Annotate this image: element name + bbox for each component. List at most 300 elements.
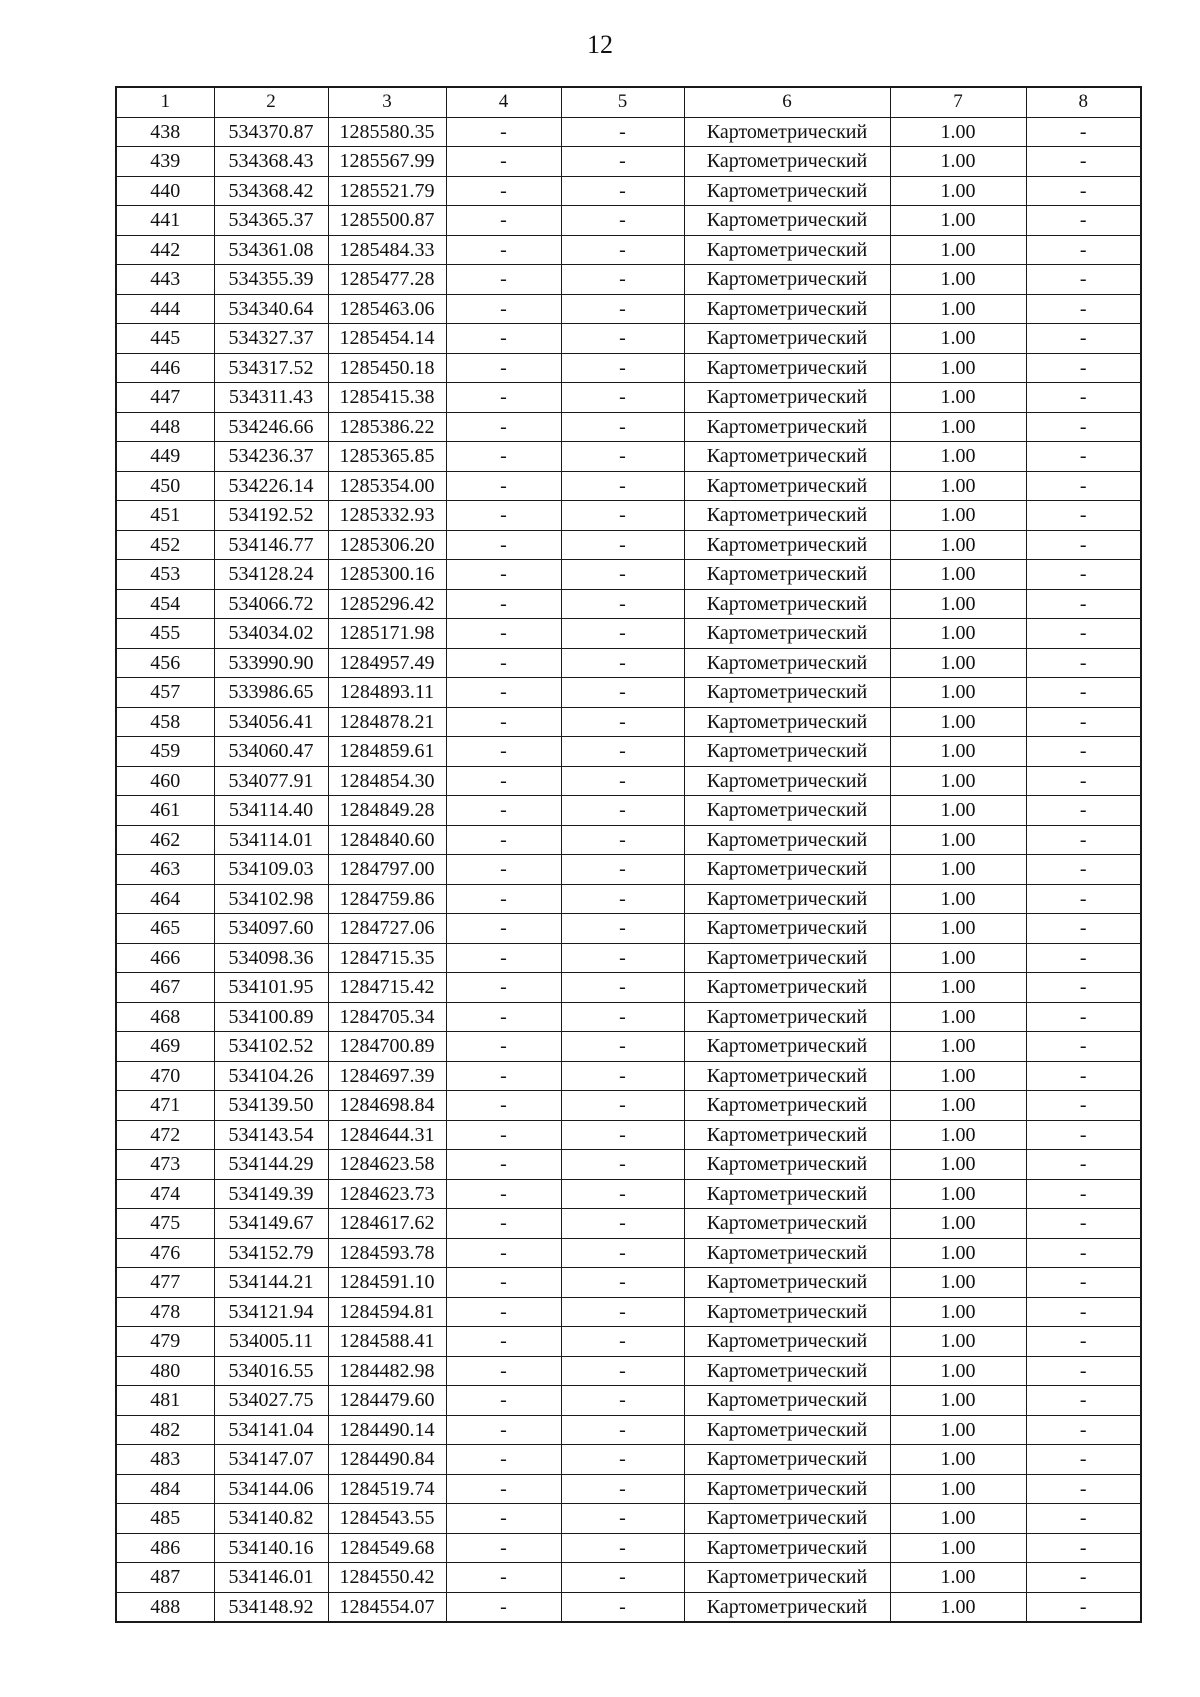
accuracy-cell: 1.00 [890, 1179, 1026, 1209]
x-coordinate-cell: 534368.43 [214, 147, 328, 177]
column-8-cell: - [1026, 766, 1141, 796]
table-row [116, 1268, 1141, 1298]
method-cell: Картометрический [684, 766, 890, 796]
accuracy-cell: 1.00 [890, 855, 1026, 885]
table-row [116, 206, 1141, 236]
accuracy-cell: 1.00 [890, 943, 1026, 973]
table-header-row [116, 87, 1141, 117]
method-cell: Картометрический [684, 383, 890, 413]
column-4-cell: - [446, 1238, 561, 1268]
point-number-cell: 466 [116, 943, 214, 973]
point-number-cell: 450 [116, 471, 214, 501]
table-row [116, 589, 1141, 619]
y-coordinate-cell: 1284623.73 [328, 1179, 446, 1209]
x-coordinate-cell: 534236.37 [214, 442, 328, 472]
column-4-cell: - [446, 235, 561, 265]
column-5-cell: - [561, 1327, 684, 1357]
column-5-cell: - [561, 678, 684, 708]
point-number-cell: 469 [116, 1032, 214, 1062]
table-row [116, 265, 1141, 295]
method-cell: Картометрический [684, 353, 890, 383]
column-5-cell: - [561, 619, 684, 649]
point-number-cell: 467 [116, 973, 214, 1003]
column-8-cell: - [1026, 1032, 1141, 1062]
point-number-cell: 475 [116, 1209, 214, 1239]
point-number-cell: 448 [116, 412, 214, 442]
y-coordinate-cell: 1284644.31 [328, 1120, 446, 1150]
x-coordinate-cell: 534361.08 [214, 235, 328, 265]
x-coordinate-cell: 534101.95 [214, 973, 328, 1003]
column-5-cell: - [561, 530, 684, 560]
column-5-cell: - [561, 943, 684, 973]
table-row [116, 530, 1141, 560]
column-4-cell: - [446, 1120, 561, 1150]
table-row [116, 1356, 1141, 1386]
column-8-cell: - [1026, 589, 1141, 619]
column-8-cell: - [1026, 943, 1141, 973]
table-row [116, 1386, 1141, 1416]
column-8-cell: - [1026, 973, 1141, 1003]
method-cell: Картометрический [684, 589, 890, 619]
x-coordinate-cell: 534097.60 [214, 914, 328, 944]
column-header: 7 [890, 87, 1026, 117]
y-coordinate-cell: 1285484.33 [328, 235, 446, 265]
table-row [116, 412, 1141, 442]
x-coordinate-cell: 534027.75 [214, 1386, 328, 1416]
y-coordinate-cell: 1285500.87 [328, 206, 446, 236]
table-row [116, 1592, 1141, 1622]
column-8-cell: - [1026, 353, 1141, 383]
table-row [116, 914, 1141, 944]
method-cell: Картометрический [684, 1563, 890, 1593]
table-row [116, 1504, 1141, 1534]
accuracy-cell: 1.00 [890, 1209, 1026, 1239]
x-coordinate-cell: 534192.52 [214, 501, 328, 531]
x-coordinate-cell: 534077.91 [214, 766, 328, 796]
method-cell: Картометрический [684, 1120, 890, 1150]
y-coordinate-cell: 1285477.28 [328, 265, 446, 295]
x-coordinate-cell: 534149.67 [214, 1209, 328, 1239]
column-5-cell: - [561, 383, 684, 413]
accuracy-cell: 1.00 [890, 117, 1026, 147]
column-4-cell: - [446, 1504, 561, 1534]
method-cell: Картометрический [684, 1032, 890, 1062]
y-coordinate-cell: 1284854.30 [328, 766, 446, 796]
column-5-cell: - [561, 1445, 684, 1475]
column-4-cell: - [446, 117, 561, 147]
y-coordinate-cell: 1284759.86 [328, 884, 446, 914]
column-4-cell: - [446, 1327, 561, 1357]
point-number-cell: 460 [116, 766, 214, 796]
column-8-cell: - [1026, 471, 1141, 501]
method-cell: Картометрический [684, 206, 890, 236]
column-8-cell: - [1026, 412, 1141, 442]
x-coordinate-cell: 534311.43 [214, 383, 328, 413]
y-coordinate-cell: 1284623.58 [328, 1150, 446, 1180]
x-coordinate-cell: 534146.77 [214, 530, 328, 560]
table-row [116, 1533, 1141, 1563]
point-number-cell: 470 [116, 1061, 214, 1091]
point-number-cell: 468 [116, 1002, 214, 1032]
column-8-cell: - [1026, 678, 1141, 708]
accuracy-cell: 1.00 [890, 383, 1026, 413]
accuracy-cell: 1.00 [890, 884, 1026, 914]
column-5-cell: - [561, 973, 684, 1003]
column-4-cell: - [446, 501, 561, 531]
column-5-cell: - [561, 1533, 684, 1563]
column-5-cell: - [561, 737, 684, 767]
point-number-cell: 442 [116, 235, 214, 265]
point-number-cell: 485 [116, 1504, 214, 1534]
column-8-cell: - [1026, 324, 1141, 354]
table-row [116, 1091, 1141, 1121]
column-header: 6 [684, 87, 890, 117]
point-number-cell: 452 [116, 530, 214, 560]
accuracy-cell: 1.00 [890, 471, 1026, 501]
accuracy-cell: 1.00 [890, 1415, 1026, 1445]
point-number-cell: 483 [116, 1445, 214, 1475]
y-coordinate-cell: 1284697.39 [328, 1061, 446, 1091]
column-8-cell: - [1026, 442, 1141, 472]
column-8-cell: - [1026, 1592, 1141, 1622]
column-4-cell: - [446, 737, 561, 767]
accuracy-cell: 1.00 [890, 766, 1026, 796]
column-8-cell: - [1026, 1002, 1141, 1032]
table-row [116, 648, 1141, 678]
column-5-cell: - [561, 294, 684, 324]
column-5-cell: - [561, 914, 684, 944]
column-4-cell: - [446, 383, 561, 413]
column-5-cell: - [561, 1209, 684, 1239]
column-5-cell: - [561, 147, 684, 177]
y-coordinate-cell: 1285580.35 [328, 117, 446, 147]
table-row [116, 1415, 1141, 1445]
y-coordinate-cell: 1284490.84 [328, 1445, 446, 1475]
x-coordinate-cell: 534144.29 [214, 1150, 328, 1180]
column-5-cell: - [561, 1238, 684, 1268]
point-number-cell: 481 [116, 1386, 214, 1416]
column-5-cell: - [561, 412, 684, 442]
y-coordinate-cell: 1285306.20 [328, 530, 446, 560]
method-cell: Картометрический [684, 1091, 890, 1121]
column-8-cell: - [1026, 1061, 1141, 1091]
point-number-cell: 472 [116, 1120, 214, 1150]
accuracy-cell: 1.00 [890, 1474, 1026, 1504]
x-coordinate-cell: 534144.06 [214, 1474, 328, 1504]
column-4-cell: - [446, 471, 561, 501]
x-coordinate-cell: 534149.39 [214, 1179, 328, 1209]
x-coordinate-cell: 534365.37 [214, 206, 328, 236]
x-coordinate-cell: 534340.64 [214, 294, 328, 324]
accuracy-cell: 1.00 [890, 1445, 1026, 1475]
point-number-cell: 454 [116, 589, 214, 619]
table-row [116, 501, 1141, 531]
column-4-cell: - [446, 1415, 561, 1445]
point-number-cell: 488 [116, 1592, 214, 1622]
x-coordinate-cell: 534121.94 [214, 1297, 328, 1327]
table-row [116, 294, 1141, 324]
column-8-cell: - [1026, 1238, 1141, 1268]
column-8-cell: - [1026, 1386, 1141, 1416]
accuracy-cell: 1.00 [890, 530, 1026, 560]
column-5-cell: - [561, 1061, 684, 1091]
point-number-cell: 479 [116, 1327, 214, 1357]
x-coordinate-cell: 534016.55 [214, 1356, 328, 1386]
method-cell: Картометрический [684, 619, 890, 649]
column-5-cell: - [561, 1032, 684, 1062]
table-row [116, 1209, 1141, 1239]
point-number-cell: 462 [116, 825, 214, 855]
accuracy-cell: 1.00 [890, 1120, 1026, 1150]
accuracy-cell: 1.00 [890, 1563, 1026, 1593]
column-4-cell: - [446, 560, 561, 590]
method-cell: Картометрический [684, 1415, 890, 1445]
column-8-cell: - [1026, 1297, 1141, 1327]
column-5-cell: - [561, 265, 684, 295]
point-number-cell: 464 [116, 884, 214, 914]
column-4-cell: - [446, 1179, 561, 1209]
column-4-cell: - [446, 1563, 561, 1593]
x-coordinate-cell: 534102.98 [214, 884, 328, 914]
table-row [116, 1327, 1141, 1357]
y-coordinate-cell: 1284878.21 [328, 707, 446, 737]
y-coordinate-cell: 1284479.60 [328, 1386, 446, 1416]
column-4-cell: - [446, 147, 561, 177]
table-row [116, 147, 1141, 177]
accuracy-cell: 1.00 [890, 206, 1026, 236]
table-row [116, 1474, 1141, 1504]
column-4-cell: - [446, 412, 561, 442]
column-5-cell: - [561, 1386, 684, 1416]
table-row [116, 884, 1141, 914]
point-number-cell: 438 [116, 117, 214, 147]
table-row [116, 943, 1141, 973]
y-coordinate-cell: 1284715.35 [328, 943, 446, 973]
method-cell: Картометрический [684, 501, 890, 531]
column-5-cell: - [561, 1504, 684, 1534]
point-number-cell: 484 [116, 1474, 214, 1504]
column-5-cell: - [561, 648, 684, 678]
column-4-cell: - [446, 1268, 561, 1298]
table-row [116, 442, 1141, 472]
point-number-cell: 471 [116, 1091, 214, 1121]
accuracy-cell: 1.00 [890, 324, 1026, 354]
accuracy-cell: 1.00 [890, 1238, 1026, 1268]
x-coordinate-cell: 533986.65 [214, 678, 328, 708]
column-5-cell: - [561, 117, 684, 147]
x-coordinate-cell: 534143.54 [214, 1120, 328, 1150]
point-number-cell: 477 [116, 1268, 214, 1298]
column-8-cell: - [1026, 1209, 1141, 1239]
column-8-cell: - [1026, 265, 1141, 295]
point-number-cell: 443 [116, 265, 214, 295]
column-5-cell: - [561, 1415, 684, 1445]
point-number-cell: 478 [116, 1297, 214, 1327]
y-coordinate-cell: 1284490.14 [328, 1415, 446, 1445]
column-header: 3 [328, 87, 446, 117]
y-coordinate-cell: 1284543.55 [328, 1504, 446, 1534]
method-cell: Картометрический [684, 973, 890, 1003]
point-number-cell: 453 [116, 560, 214, 590]
column-4-cell: - [446, 294, 561, 324]
x-coordinate-cell: 534246.66 [214, 412, 328, 442]
column-4-cell: - [446, 1032, 561, 1062]
table-row [116, 973, 1141, 1003]
y-coordinate-cell: 1284594.81 [328, 1297, 446, 1327]
table-body [116, 117, 1141, 1622]
y-coordinate-cell: 1284797.00 [328, 855, 446, 885]
column-4-cell: - [446, 589, 561, 619]
column-5-cell: - [561, 796, 684, 826]
method-cell: Картометрический [684, 1209, 890, 1239]
method-cell: Картометрический [684, 235, 890, 265]
accuracy-cell: 1.00 [890, 914, 1026, 944]
column-5-cell: - [561, 1297, 684, 1327]
accuracy-cell: 1.00 [890, 501, 1026, 531]
column-5-cell: - [561, 589, 684, 619]
method-cell: Картометрический [684, 324, 890, 354]
method-cell: Картометрический [684, 1592, 890, 1622]
accuracy-cell: 1.00 [890, 619, 1026, 649]
x-coordinate-cell: 534147.07 [214, 1445, 328, 1475]
column-8-cell: - [1026, 1268, 1141, 1298]
method-cell: Картометрический [684, 914, 890, 944]
point-number-cell: 473 [116, 1150, 214, 1180]
method-cell: Картометрический [684, 176, 890, 206]
point-number-cell: 486 [116, 1533, 214, 1563]
method-cell: Картометрический [684, 560, 890, 590]
point-number-cell: 461 [116, 796, 214, 826]
x-coordinate-cell: 534368.42 [214, 176, 328, 206]
column-4-cell: - [446, 176, 561, 206]
column-4-cell: - [446, 1356, 561, 1386]
column-4-cell: - [446, 353, 561, 383]
column-4-cell: - [446, 1061, 561, 1091]
accuracy-cell: 1.00 [890, 412, 1026, 442]
method-cell: Картометрический [684, 147, 890, 177]
column-5-cell: - [561, 206, 684, 236]
x-coordinate-cell: 534141.04 [214, 1415, 328, 1445]
table-row [116, 560, 1141, 590]
x-coordinate-cell: 534226.14 [214, 471, 328, 501]
method-cell: Картометрический [684, 648, 890, 678]
point-number-cell: 445 [116, 324, 214, 354]
point-number-cell: 476 [116, 1238, 214, 1268]
point-number-cell: 474 [116, 1179, 214, 1209]
column-4-cell: - [446, 1091, 561, 1121]
accuracy-cell: 1.00 [890, 1091, 1026, 1121]
column-5-cell: - [561, 324, 684, 354]
y-coordinate-cell: 1285567.99 [328, 147, 446, 177]
point-number-cell: 455 [116, 619, 214, 649]
accuracy-cell: 1.00 [890, 1002, 1026, 1032]
column-8-cell: - [1026, 914, 1141, 944]
accuracy-cell: 1.00 [890, 1297, 1026, 1327]
column-8-cell: - [1026, 206, 1141, 236]
accuracy-cell: 1.00 [890, 147, 1026, 177]
table-row [116, 235, 1141, 265]
column-8-cell: - [1026, 1445, 1141, 1475]
column-8-cell: - [1026, 1356, 1141, 1386]
column-8-cell: - [1026, 1120, 1141, 1150]
accuracy-cell: 1.00 [890, 235, 1026, 265]
column-5-cell: - [561, 1179, 684, 1209]
column-8-cell: - [1026, 1179, 1141, 1209]
method-cell: Картометрический [684, 855, 890, 885]
page-number: 12 [587, 30, 613, 59]
accuracy-cell: 1.00 [890, 294, 1026, 324]
x-coordinate-cell: 534109.03 [214, 855, 328, 885]
column-4-cell: - [446, 796, 561, 826]
point-number-cell: 451 [116, 501, 214, 531]
y-coordinate-cell: 1284840.60 [328, 825, 446, 855]
accuracy-cell: 1.00 [890, 1150, 1026, 1180]
y-coordinate-cell: 1285415.38 [328, 383, 446, 413]
accuracy-cell: 1.00 [890, 265, 1026, 295]
column-4-cell: - [446, 1150, 561, 1180]
x-coordinate-cell: 534104.26 [214, 1061, 328, 1091]
column-5-cell: - [561, 353, 684, 383]
column-8-cell: - [1026, 530, 1141, 560]
y-coordinate-cell: 1284849.28 [328, 796, 446, 826]
point-number-cell: 482 [116, 1415, 214, 1445]
method-cell: Картометрический [684, 294, 890, 324]
accuracy-cell: 1.00 [890, 825, 1026, 855]
column-8-cell: - [1026, 855, 1141, 885]
method-cell: Картометрический [684, 1386, 890, 1416]
y-coordinate-cell: 1285450.18 [328, 353, 446, 383]
table-row [116, 1563, 1141, 1593]
point-number-cell: 459 [116, 737, 214, 767]
x-coordinate-cell: 534098.36 [214, 943, 328, 973]
column-4-cell: - [446, 530, 561, 560]
y-coordinate-cell: 1284591.10 [328, 1268, 446, 1298]
accuracy-cell: 1.00 [890, 353, 1026, 383]
accuracy-cell: 1.00 [890, 589, 1026, 619]
y-coordinate-cell: 1284617.62 [328, 1209, 446, 1239]
column-4-cell: - [446, 1209, 561, 1239]
point-number-cell: 440 [116, 176, 214, 206]
column-4-cell: - [446, 1445, 561, 1475]
point-number-cell: 441 [116, 206, 214, 236]
table-row [116, 1002, 1141, 1032]
column-4-cell: - [446, 1297, 561, 1327]
column-5-cell: - [561, 825, 684, 855]
x-coordinate-cell: 534370.87 [214, 117, 328, 147]
y-coordinate-cell: 1284859.61 [328, 737, 446, 767]
y-coordinate-cell: 1284550.42 [328, 1563, 446, 1593]
table-row [116, 766, 1141, 796]
column-8-cell: - [1026, 235, 1141, 265]
method-cell: Картометрический [684, 530, 890, 560]
point-number-cell: 480 [116, 1356, 214, 1386]
point-number-cell: 456 [116, 648, 214, 678]
method-cell: Картометрический [684, 117, 890, 147]
y-coordinate-cell: 1284705.34 [328, 1002, 446, 1032]
table-row [116, 1238, 1141, 1268]
y-coordinate-cell: 1285454.14 [328, 324, 446, 354]
table-row [116, 1032, 1141, 1062]
table-row [116, 353, 1141, 383]
column-8-cell: - [1026, 1533, 1141, 1563]
point-number-cell: 458 [116, 707, 214, 737]
x-coordinate-cell: 534152.79 [214, 1238, 328, 1268]
column-4-cell: - [446, 324, 561, 354]
column-8-cell: - [1026, 884, 1141, 914]
column-4-cell: - [446, 884, 561, 914]
column-5-cell: - [561, 1474, 684, 1504]
accuracy-cell: 1.00 [890, 1386, 1026, 1416]
